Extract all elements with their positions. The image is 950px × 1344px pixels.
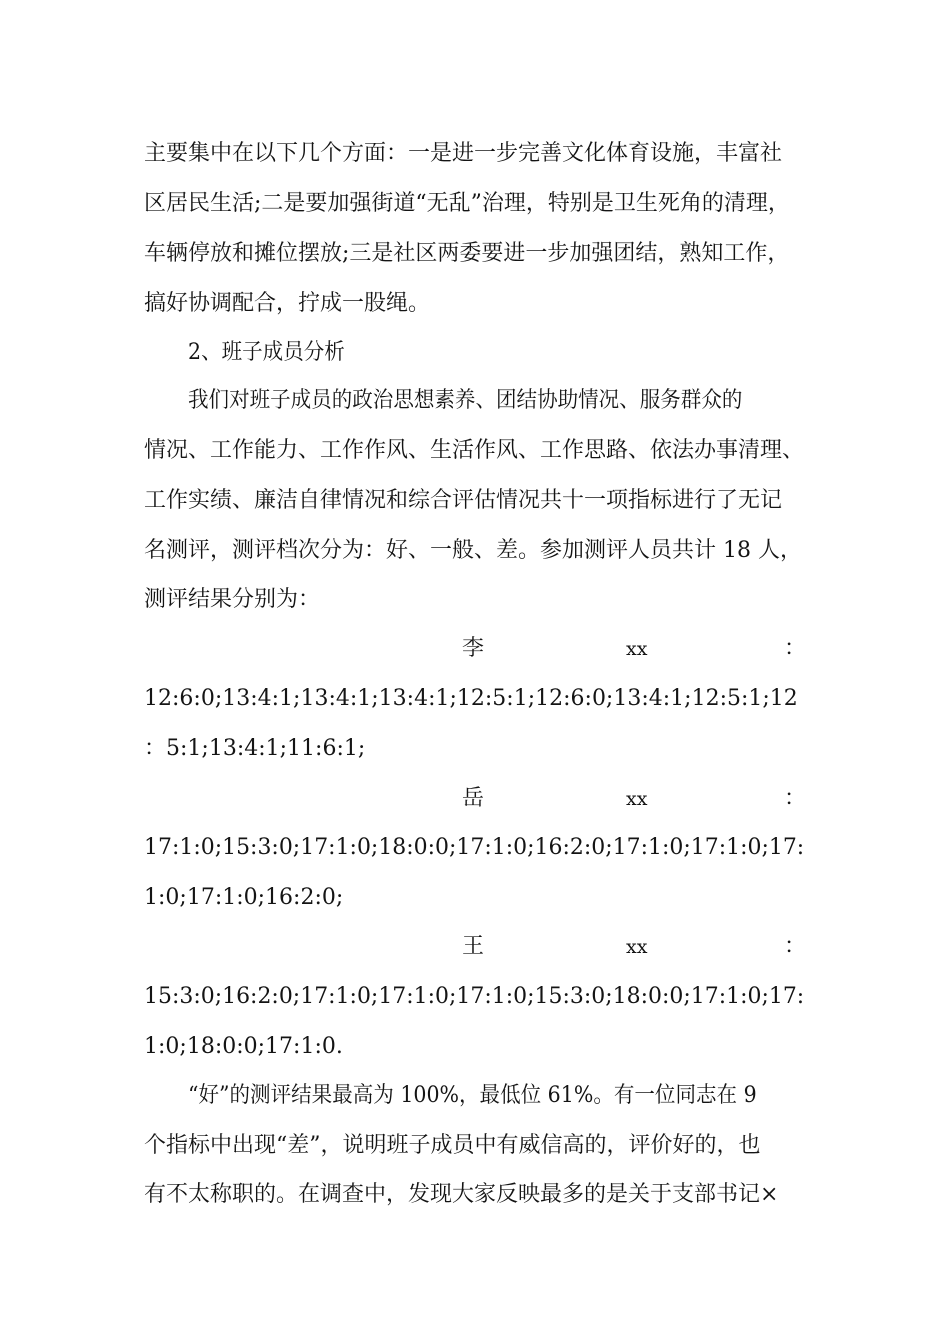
paragraph-1-line-1: 主要集中在以下几个方面：一是进一步完善文化体育设施，丰富社 — [144, 141, 783, 166]
member-given-name: xx — [626, 936, 648, 958]
paragraph-2-line-5: 测评结果分别为： — [144, 587, 321, 612]
name-colon: ： — [784, 786, 807, 811]
result-name-row — [144, 930, 807, 964]
result-scores-line-2: 1:0;17:1:0;16:2:0; — [144, 885, 344, 910]
member-given-name: xx — [626, 638, 648, 660]
result-scores-line-1: 17:1:0;15:3:0;17:1:0;18:0:0;17:1:0;16:2:0;17:1:0;17:1:0;17: — [144, 835, 805, 860]
paragraph-2-line-2: 情况、工作能力、工作作风、生活作风、工作思路、依法办事清理、 — [144, 438, 805, 463]
result-scores-line-2: ：5:1;13:4:1;11:6:1; — [144, 736, 366, 761]
paragraph-3-line-2: 个指标中出现“差”，说明班子成员中有威信高的，评价好的，也 — [144, 1133, 761, 1158]
paragraph-3-line-3: 有不太称职的。在调查中，发现大家反映最多的是关于支部书记× — [144, 1182, 779, 1207]
paragraph-2-line-1: 我们对班子成员的政治思想素养、团结协助情况、服务群众的 — [188, 388, 743, 413]
name-colon: ： — [784, 636, 807, 661]
member-surname: 李 — [462, 636, 485, 661]
member-given-name: xx — [626, 788, 648, 810]
paragraph-2-line-4: 名测评，测评档次分为：好、一般、差。参加测评人员共计 18 人， — [144, 538, 802, 563]
paragraph-1-line-2: 区居民生活;二是要加强街道“无乱”治理，特别是卫生死角的清理， — [144, 191, 790, 216]
paragraph-3-line-1: “好”的测评结果最高为 100%，最低位 61%。有一位同志在 9 — [188, 1083, 757, 1108]
paragraph-1-line-4: 搞好协调配合，拧成一股绳。 — [144, 291, 431, 316]
result-scores-line-2: 1:0;18:0:0;17:1:0. — [144, 1034, 343, 1059]
result-name-row — [144, 782, 807, 816]
member-surname: 王 — [462, 934, 485, 959]
result-name-row — [144, 632, 807, 666]
name-colon: ： — [784, 934, 807, 959]
section-heading: 2、班子成员分析 — [188, 340, 345, 365]
paragraph-1-line-3: 车辆停放和摊位摆放;三是社区两委要进一步加强团结，熟知工作， — [144, 241, 790, 266]
result-scores-line-1: 12:6:0;13:4:1;13:4:1;13:4:1;12:5:1;12:6:0;13:4:1;12:5:1;12 — [144, 686, 798, 711]
result-scores-line-1: 15:3:0;16:2:0;17:1:0;17:1:0;17:1:0;15:3:0;18:0:0;17:1:0;17: — [144, 984, 805, 1009]
member-surname: 岳 — [462, 786, 485, 811]
paragraph-2-line-3: 工作实绩、廉洁自律情况和综合评估情况共十一项指标进行了无记 — [144, 488, 783, 513]
